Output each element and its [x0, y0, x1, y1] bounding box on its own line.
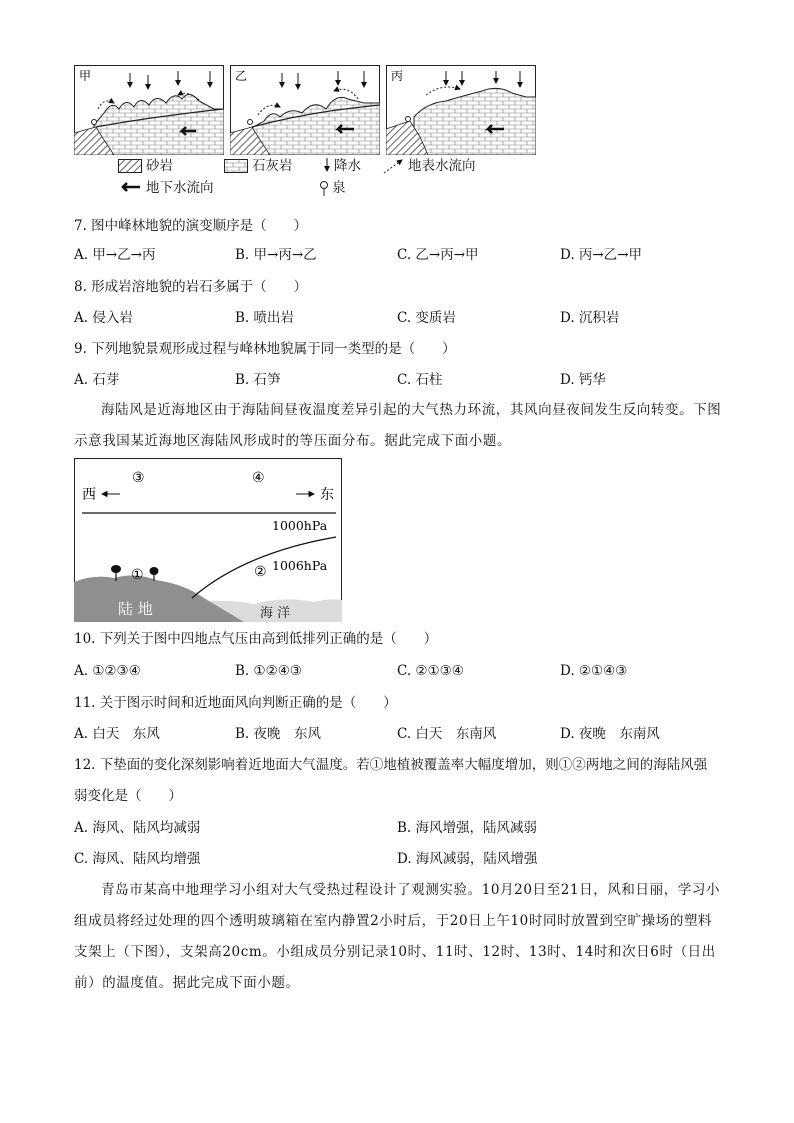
- question-10-stem: 10. 下列关于图中四地点气压由高到低排列正确的是（ ）: [74, 631, 438, 647]
- limestone-swatch-icon: [224, 159, 248, 173]
- rain-arrow-icon: [322, 157, 332, 175]
- question-9-stem: 9. 下列地貌景观形成过程与峰林地貌属于同一类型的是（ ）: [74, 341, 456, 357]
- q12-option-b[interactable]: B. 海风增强，陆风减弱: [397, 820, 538, 836]
- karst-panel-yi: [230, 65, 380, 155]
- q10-option-d[interactable]: D. ②①④③: [560, 663, 628, 679]
- question-11-stem: 11. 关于图示时间和近地面风向判断正确的是（ ）: [74, 695, 397, 711]
- sea-land-breeze-figure: [74, 458, 342, 622]
- q11-option-a[interactable]: A. 白天 东风: [74, 726, 160, 742]
- question-12-stem-line1: 12. 下垫面的变化深刻影响着近地面大气温度。若①地植被覆盖率大幅度增加，则①②两地之间的海陆风强: [74, 757, 708, 773]
- q12-option-a[interactable]: A. 海风、陆风均减弱: [74, 820, 201, 836]
- q9-option-c[interactable]: C. 石柱: [397, 372, 443, 388]
- panel-label-yi: 乙: [235, 69, 248, 83]
- east-label: 东: [320, 487, 334, 503]
- groundwater-arrow-icon: [120, 181, 142, 193]
- panel-label-jia: 甲: [79, 69, 92, 83]
- question-8-stem: 8. 形成岩溶地貌的岩石多属于（ ）: [74, 279, 308, 295]
- karst-figure: [74, 65, 544, 155]
- isobar-1006-label: 1006hPa: [272, 558, 328, 573]
- legend-rain: 降水: [334, 158, 361, 174]
- land-label: 陆 地: [118, 600, 153, 618]
- sea-label: 海 洋: [260, 606, 291, 621]
- q11-option-c[interactable]: C. 白天 东南风: [397, 726, 497, 742]
- point-3-label: ③: [132, 470, 145, 486]
- panel-label-bing: 丙: [391, 69, 404, 83]
- q9-option-d[interactable]: D. 钙华: [560, 372, 606, 388]
- q7-option-a[interactable]: A. 甲→乙→丙: [74, 247, 156, 263]
- q7-option-d[interactable]: D. 丙→乙→甲: [560, 247, 643, 263]
- q7-option-c[interactable]: C. 乙→丙→甲: [397, 247, 479, 263]
- q12-option-c[interactable]: C. 海风、陆风均增强: [74, 851, 201, 867]
- legend-groundwater: 地下水流向: [146, 180, 214, 196]
- point-4-label: ④: [252, 470, 265, 486]
- q10-option-a[interactable]: A. ①②③④: [74, 663, 141, 679]
- legend-limestone: 石灰岩: [252, 158, 293, 174]
- q11-option-d[interactable]: D. 夜晚 东南风: [560, 726, 660, 742]
- passage-greenhouse-experiment: 青岛市某高中地理学习小组对大气受热过程设计了观测实验。10月20日至21日，风和日丽，学习小组成员将经过处理的四个透明玻璃箱在室内静置2小时后，于20日上午10时同时放置到空旷操场的塑料支架上（下图），支架高20cm。小组成员分别记录10时、11时、12时、13时、14时和次日6时（日出前）的温度值。据此完成下面小题。: [74, 882, 721, 991]
- q10-option-c[interactable]: C. ②①③④: [397, 663, 464, 679]
- q8-option-c[interactable]: C. 变质岩: [397, 310, 456, 326]
- q9-option-b[interactable]: B. 石笋: [235, 372, 281, 388]
- point-1-label: ①: [131, 567, 144, 583]
- surface-flow-arrow-icon: [382, 157, 406, 175]
- q7-option-b[interactable]: B. 甲→丙→乙: [235, 247, 317, 263]
- passage-sea-land-breeze: 海陆风是近海地区由于海陆间昼夜温度差异引起的大气热力环流，其风向昼夜间发生反向转变。下图示意我国某近海地区海陆风形成时的等压面分布。据此完成下面小题。: [74, 402, 722, 449]
- q8-option-d[interactable]: D. 沉积岩: [560, 310, 620, 326]
- question-7-stem: 7. 图中峰林地貌的演变顺序是（ ）: [74, 218, 308, 234]
- isobar-1000-label: 1000hPa: [272, 518, 328, 533]
- q12-option-d[interactable]: D. 海风减弱，陆风增强: [397, 851, 538, 867]
- karst-panel-bing: [386, 65, 536, 155]
- point-2-label: ②: [254, 564, 267, 580]
- spring-icon: [318, 179, 330, 197]
- sandstone-swatch-icon: [118, 159, 142, 173]
- q11-option-b[interactable]: B. 夜晚 东风: [235, 726, 322, 742]
- legend-surface-flow: 地表水流向: [408, 158, 476, 174]
- west-label: 西: [82, 487, 96, 503]
- legend-spring: 泉: [332, 180, 346, 196]
- legend-sandstone: 砂岩: [146, 158, 173, 174]
- q9-option-a[interactable]: A. 石芽: [74, 372, 120, 388]
- question-12-stem-line2: 弱变化是（ ）: [74, 788, 182, 804]
- karst-panel-jia: [74, 65, 224, 155]
- q10-option-b[interactable]: B. ①②④③: [235, 663, 302, 679]
- q8-option-b[interactable]: B. 喷出岩: [235, 310, 295, 326]
- q8-option-a[interactable]: A. 侵入岩: [74, 310, 133, 326]
- karst-legend: [118, 157, 518, 197]
